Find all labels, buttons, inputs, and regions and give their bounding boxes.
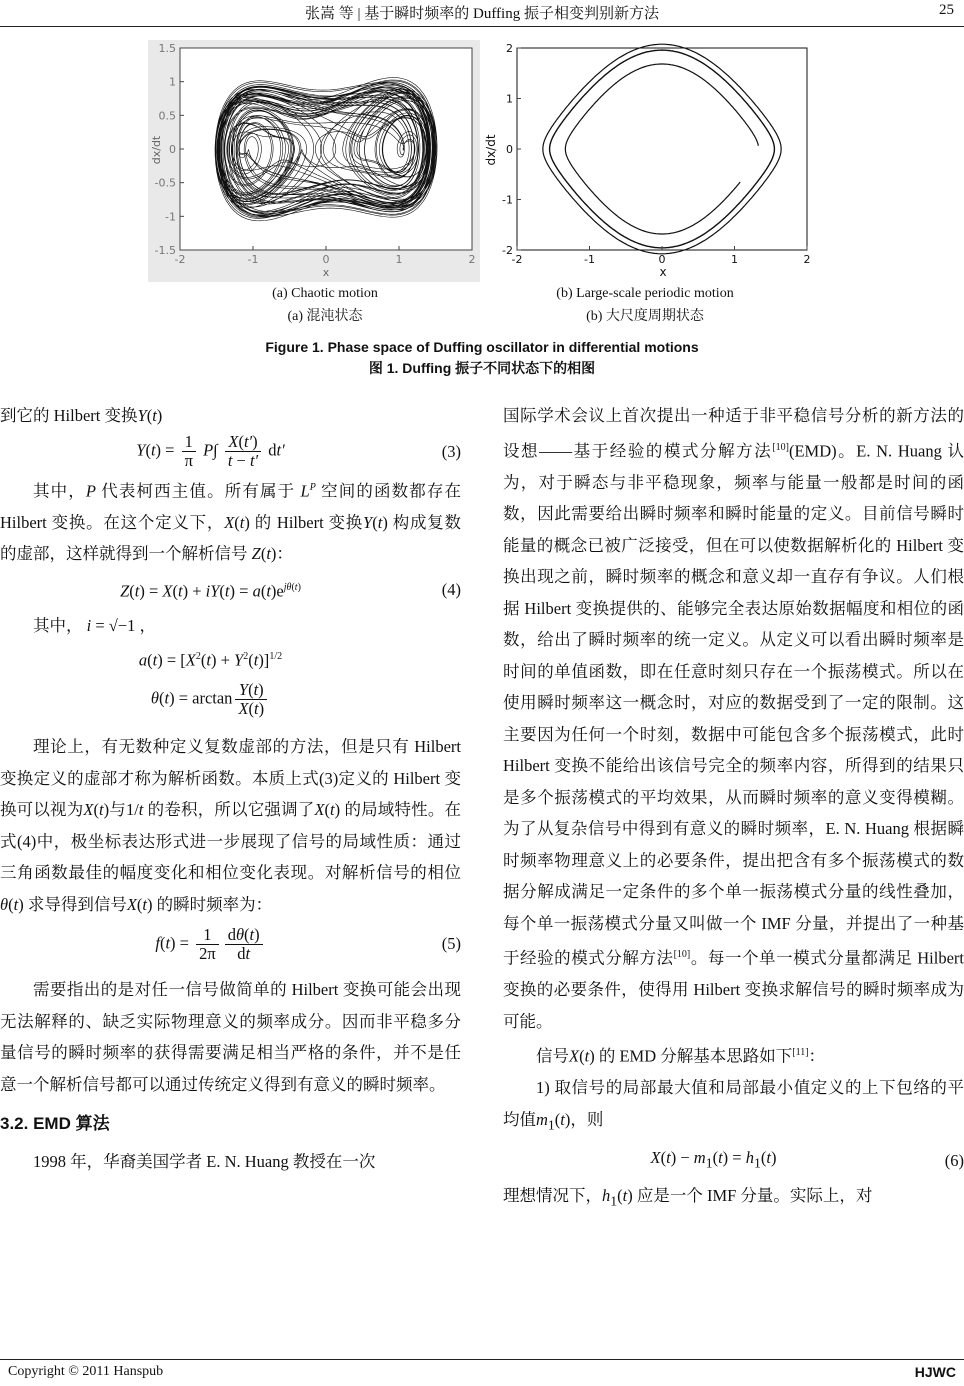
y-tick-label: -1 [165,210,176,224]
plot-b-xlabel: x [659,265,667,279]
page-number: 25 [939,2,954,18]
y-tick-label: 0 [506,143,513,156]
paragraph: 1) 取信号的局部最大值和局部最小值定义的上下包络的平均值$m_1(t)$，则 [503,1078,964,1132]
paragraph: 理想情况下，$h_1(t)$ 应是一个 IMF 分量。实际上，对 [503,1186,873,1209]
x-tick-label: 2 [803,253,811,266]
plot-b-axes-box [517,48,807,250]
y-tick-label: -0.5 [154,176,176,190]
footer-rule [0,1359,964,1360]
equation-4: $Z(t) = X(t) + iY(t) = a(t)e^{j\theta(t)}$ (4) [120,579,461,601]
right-column [503,400,964,1217]
x-tick-label: -2 [511,253,523,266]
journal-brand: HJWC [914,1364,956,1380]
paragraph: 国际学术会议上首次提出一种适于非平稳信号分析的新方法的设想——基于经验的模式分解方法[10](EMD)。E. N. Huang 认为，对于瞬态与非平稳现象，频率与能量一般都是时间的函数，因此需要给出瞬时频率和瞬时能量的定义。目前信号瞬时能量的概念已被广泛接受，但在可以使数据解析化的 Hilbert 变换出现之前，瞬时频率的概念和意义却一直存有争议。人们根据 Hilbert 变换提供的、能够完全表达原始数据幅度和相位的函数，给出了瞬时频率的统一定义。从定义可以看出瞬时频率是时间的单值函数，即在任意时刻只存在一个振荡模式。所以在使用瞬时频率这一概念时，对应的数据受到了一定的限制。这主要因为任何一个时刻，数据中可能包含多个振荡模式，此时 Hilbert 变换不能给出该信号完全的频率内容，所得到的结果只是多个振荡模式的平均效果，从而瞬时频率的意义变得模糊。为了从复杂信号中得到有意义的瞬时频率，E. N. Huang 根据瞬时频率物理意义上的必要条件，提出把含有多个振荡模式的数据分解成满足一定条件的多个单一振荡模式分量的线性叠加，每个单一振荡模式分量又叫做一个 IMF 分量，并提出了一种基于经验的模式分解方法[10]。每一个单一模式分量都满足 Hilbert 变换的必要条件，使得用 Hilbert 变换求解信号的瞬时频率成为可能。 [503,406,964,1031]
caption-b-en: (b) Large-scale periodic motion [556,286,734,301]
y-tick-label: 1 [169,75,176,89]
paragraph: 其中， i = √−1 ， [33,615,157,635]
equation-amplitude: $a(t) = [X^2(t) + Y^2(t)]^{1/2}$ [138,650,283,669]
running-title: 张嵩 等 | 基于瞬时频率的 Duffing 振子相变判别新方法 [305,6,659,22]
x-tick-label: 2 [468,253,476,266]
header-rule [0,26,964,27]
caption-a-zh: (a) 混沌状态 [287,309,363,324]
plot-b-ylabel: dx/dt [484,134,498,166]
figure-caption-en: Figure 1. Phase space of Duffing oscillator in differential motions [265,339,699,355]
copyright: Copyright © 2011 Hanspub [8,1364,164,1379]
y-tick-label: 0.5 [158,109,176,123]
page-header [0,0,964,28]
y-tick-label: -2 [502,244,513,257]
caption-a-en: (a) Chaotic motion [272,286,378,301]
x-tick-label: 0 [322,253,330,266]
y-tick-label: -1 [502,193,513,207]
x-tick-label: 1 [731,253,738,266]
x-tick-label: -1 [247,253,259,266]
x-tick-label: -1 [584,253,595,266]
equation-phase: θ(t) = arctan $\frac{Y(t)}{X(t)}$ [0,675,461,723]
figure-caption-zh: 图 1. Duffing 振子不同状态下的相图 [368,360,596,376]
paragraph: 1998 年，华裔美国学者 E. N. Huang 教授在一次 [33,1151,376,1171]
y-tick-label: -1.5 [154,244,176,257]
chaotic-phase-plot [148,40,480,282]
x-tick-label: 0 [658,253,666,266]
paragraph: 需要指出的是对任一信号做简单的 Hilbert 变换可能会出现无法解释的、缺乏实际物理意义的频率成分。因而非平稳多分量信号的瞬时频率的获得需要满足相当严格的条件，并不是任意一个解析信号都可以通过传统定义得到有意义的瞬时频率。 [0,980,461,1094]
y-tick-label: 0 [169,143,176,156]
paragraph: 其中，P 代表柯西主值。所有属于 $L^P$ 空间的函数都存在 Hilbert 变换。在这个定义下，X(t) 的 Hilbert 变换Y(t) 构成复数的虚部，这样就得到一个解析信号 Z(t)： [0,481,462,563]
x-tick-label: 1 [395,253,403,266]
equation-5: f(t) = $\frac{1}{2\pi}$ $\frac{d\theta(t)}{dt}$ (5) [155,924,461,963]
y-tick-label: 1.5 [158,42,176,55]
plot-a-xlabel: x [322,266,330,279]
equation-3: Y(t) = $\frac{1}{\pi}$ P∫ $\frac{X(t')}{t - t'}$ dt′ (3) [136,432,461,470]
paragraph: 理论上，有无数种定义复数虚部的方法，但是只有 Hilbert 变换定义的虚部才称为解析函数。本质上式(3)定义的 Hilbert 变换可以视为X(t)与1/t 的卷积，所以它强调了X(t) 的局域特性。在式(4)中，极坐标表达形式进一步展现了信号的局域性质：通过三角函数最佳的幅度变化和相位变化表现。对解析信号的相位θ(t) 求导得到信号X(t) 的瞬时频率为： [0,737,462,914]
left-column [0,400,461,1177]
periodic-phase-plot [483,40,818,282]
equation-6: $X(t) - m_1(t) = h_1(t)$ (6) [650,1147,964,1171]
section-heading: 3.2. EMD 算法 [0,1114,110,1133]
x-tick-label: -2 [174,253,186,266]
paragraph: 信号X(t) 的 EMD 分解基本思路如下[11]： [536,1046,826,1066]
paragraph: 到它的 Hilbert 变换Y(t) [0,406,163,425]
caption-b-zh: (b) 大尺度周期状态 [586,309,704,324]
y-tick-label: 2 [506,42,513,55]
y-tick-label: 1 [506,92,513,106]
plot-a-ylabel: dx/dt [150,135,163,165]
